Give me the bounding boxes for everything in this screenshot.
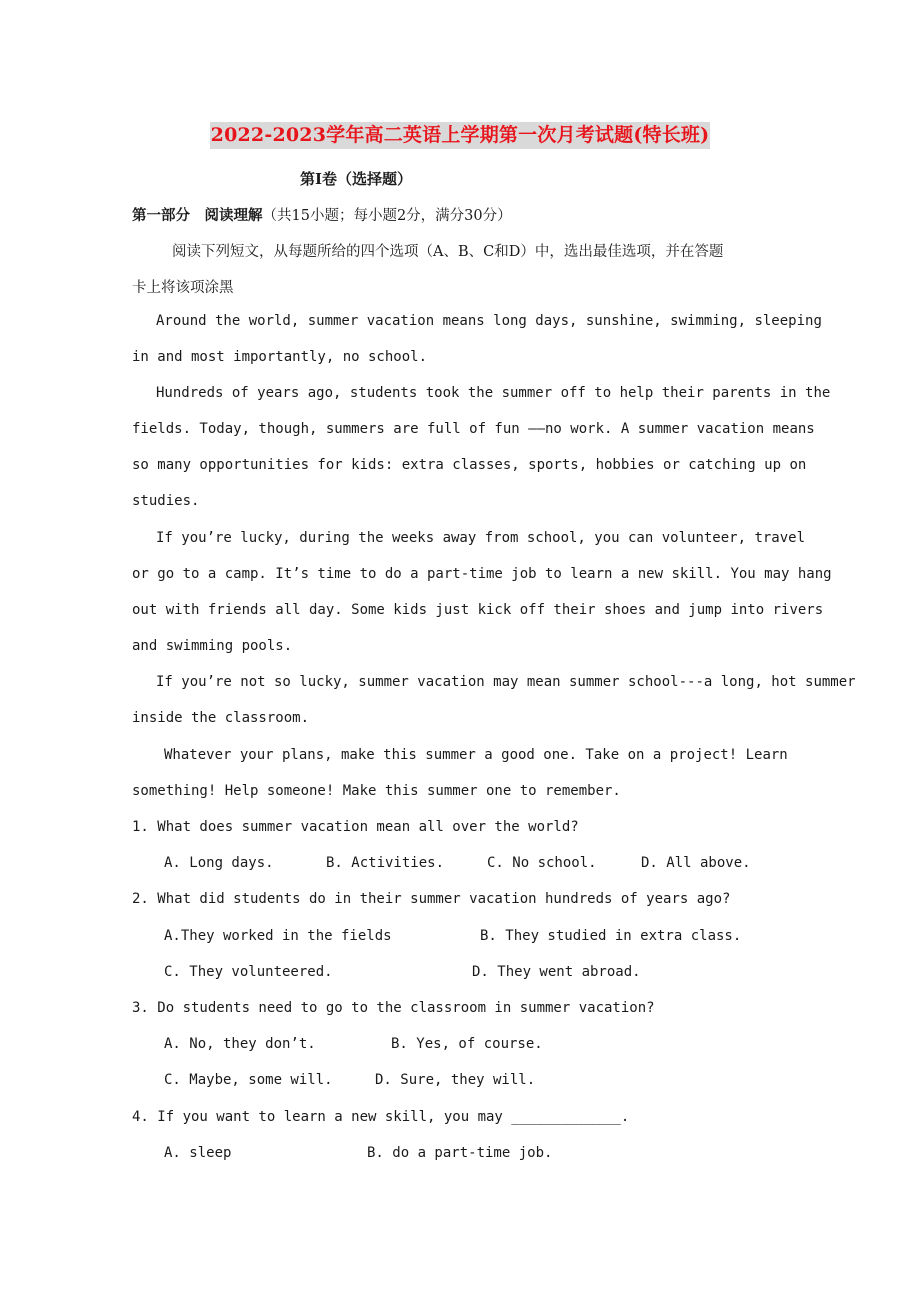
passage-p1-line-1: Around the world, summer vacation means long days, sunshine, swimming, sleeping — [156, 313, 822, 329]
q3-option-c: C. Maybe, some will. — [164, 1072, 333, 1088]
q1-option-b: B. Activities. — [326, 855, 445, 871]
q4-option-a: A. sleep — [164, 1145, 232, 1161]
q2-option-a: A.They worked in the fields — [164, 928, 392, 944]
passage-p1-line-2: in and most importantly, no school. — [132, 349, 428, 365]
passage-p2-line-1: Hundreds of years ago, students took the summer off to help their parents in the — [156, 385, 831, 401]
passage-p2-line-3: so many opportunities for kids: extra classes, sports, hobbies or catching up on — [132, 457, 807, 473]
passage-p3-line-2: or go to a camp. It’s time to do a part-time job to learn a new skill. You may hang — [132, 566, 832, 582]
q3-option-a: A. No, they don’t. — [164, 1036, 316, 1052]
question-1-stem: 1. What does summer vacation mean all over the world? — [132, 819, 579, 835]
passage-p4-line-1: If you’re not so lucky, summer vacation may mean summer school---a long, hot summer — [156, 674, 856, 690]
passage-p2-line-4: studies. — [132, 493, 200, 509]
passage-p5-line-1: Whatever your plans, make this summer a good one. Take on a project! Learn — [164, 747, 788, 763]
q2-option-c: C. They volunteered. — [164, 964, 333, 980]
question-4-stem: 4. If you want to learn a new skill, you may _____________. — [132, 1109, 630, 1125]
passage-p3-line-4: and swimming pools. — [132, 638, 293, 654]
q2-option-b: B. They studied in extra class. — [480, 928, 742, 944]
instruction-line-2: 卡上将该项涂黑 — [132, 280, 234, 296]
instruction-line-1: 阅读下列短文，从每题所给的四个选项（A、B、C和D）中，选出最佳选项，并在答题 — [172, 244, 724, 260]
q1-option-c: C. No school. — [487, 855, 597, 871]
q1-option-d: D. All above. — [641, 855, 751, 871]
q1-option-a: A. Long days. — [164, 855, 274, 871]
question-3-stem: 3. Do students need to go to the classroom in summer vacation? — [132, 1000, 655, 1016]
passage-p3-line-3: out with friends all day. Some kids just kick off their shoes and jump into rivers — [132, 602, 824, 618]
q3-option-b: B. Yes, of course. — [391, 1036, 543, 1052]
passage-p2-line-2: fields. Today, though, summers are full of fun ——no work. A summer vacation means — [132, 421, 815, 437]
passage-p3-line-1: If you’re lucky, during the weeks away from school, you can volunteer, travel — [156, 530, 806, 546]
section-info: （共15小题；每小题2分，满分30分） — [262, 208, 512, 224]
q3-option-d: D. Sure, they will. — [375, 1072, 536, 1088]
section-heading — [132, 204, 512, 225]
passage-p5-line-2: something! Help someone! Make this summer one to remember. — [132, 783, 621, 799]
passage-p4-line-2: inside the classroom. — [132, 710, 310, 726]
document-title: 2022-2023学年高二英语上学期第一次月考试题(特长班) — [210, 122, 710, 149]
section-label: 第一部分 阅读理解 — [132, 207, 263, 224]
q2-option-d: D. They went abroad. — [472, 964, 641, 980]
volume-heading: 第Ⅰ卷（选择题） — [300, 170, 413, 188]
question-2-stem: 2. What did students do in their summer vacation hundreds of years ago? — [132, 891, 731, 907]
q4-option-b: B. do a part-time job. — [367, 1145, 553, 1161]
